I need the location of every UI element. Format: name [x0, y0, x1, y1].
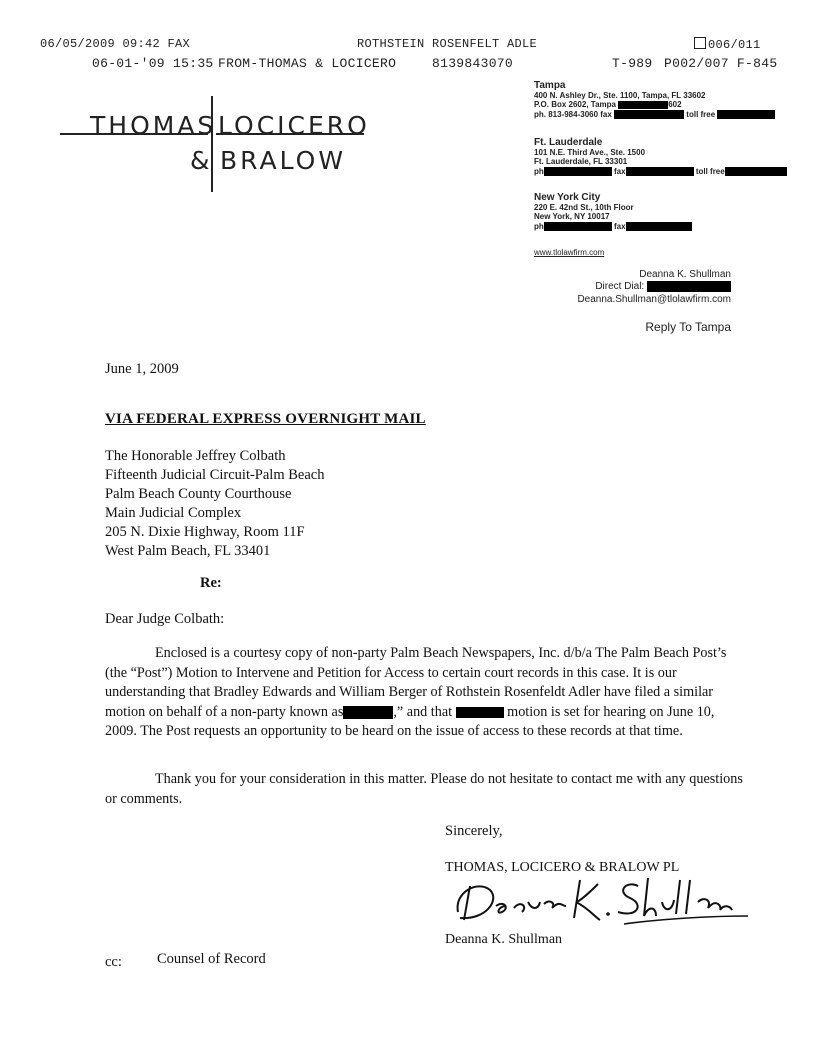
address-line: The Honorable Jeffrey Colbath [105, 448, 286, 464]
fax-datetime: 06/05/2009 09:42 FAX [40, 37, 191, 51]
logo-locicero: LOCICERO [218, 111, 370, 140]
re-line: Re: [200, 575, 222, 591]
office-ftl-line3: ph fax toll free [534, 167, 787, 177]
office-tampa [534, 81, 775, 119]
fax-icon [694, 37, 706, 49]
body-paragraph-2: Thank you for your consideration in this matter. Please do not hesitate to contact me with any questions or comments. [105, 771, 743, 807]
redaction [725, 167, 787, 176]
signer-name: Deanna K. Shullman [445, 932, 563, 947]
fax-line2-phone: 8139843070 [432, 56, 514, 71]
office-ny-name: New York City [534, 192, 601, 203]
reply-to: Reply To Tampa [645, 320, 731, 334]
redaction [544, 222, 612, 231]
redaction [614, 110, 684, 119]
fax-sender: ROTHSTEIN ROSENFELT ADLE [357, 37, 538, 51]
cc-label: cc: [105, 954, 122, 970]
office-ftl-name: Ft. Lauderdale [534, 137, 603, 148]
direct-dial: Direct Dial: [560, 281, 731, 292]
fax-line2-from: FROM-THOMAS & LOCICERO [218, 56, 397, 71]
letter-date: June 1, 2009 [105, 361, 179, 377]
fax-line2-datetime: 06-01-'09 15:35 [92, 56, 214, 71]
salutation: Dear Judge Colbath: [105, 611, 225, 627]
redaction [456, 707, 504, 718]
office-ft-lauderdale [534, 138, 787, 176]
redaction [626, 167, 694, 176]
address-line: Fifteenth Judicial Circuit-Palm Beach [105, 467, 325, 483]
redaction [717, 110, 775, 119]
address-line: Palm Beach County Courthouse [105, 486, 292, 502]
office-ny-line1: 220 E. 42nd St., 10th Floor [534, 202, 634, 212]
office-ftl-line2: Ft. Lauderdale, FL 33301 [534, 157, 628, 166]
office-tampa-line3: ph. 813-984-3060 fax toll free [534, 110, 775, 120]
firm-name: THOMAS, LOCICERO & BRALOW PL [445, 860, 680, 875]
fax-page-number: 006/011 [708, 38, 761, 52]
firm-website[interactable]: www.tlolawfirm.com [534, 248, 605, 257]
office-ftl-line1: 101 N.E. Third Ave., Ste. 1500 [534, 147, 646, 157]
logo-bralow: BRALOW [220, 146, 347, 175]
logo-thomas: THOMAS [90, 111, 217, 140]
address-line: 205 N. Dixie Highway, Room 11F [105, 524, 305, 540]
redaction [647, 281, 731, 292]
recipient-address [105, 447, 324, 561]
fax-page [694, 37, 761, 52]
body-paragraph-1: Enclosed is a courtesy copy of non-party Palm Beach Newspapers, Inc. d/b/a The Palm Beach Post’s (the “Post”) Motion to Intervene and Petition for Access to certain court records in this case. It is our understanding that Bradley Edwards and William Berger of Rothstein Rosenfeldt Adler have filed a similar motion on behalf of a non-party known as ,” and that motion is set for hearing on June 10, 2009. The Post requests an opportunity to be heard on the issue of access to these records at that time. [105, 645, 727, 739]
office-tampa-name: Tampa [534, 80, 566, 91]
contact-name: Deanna K. Shullman [639, 269, 731, 280]
office-tampa-line2: P.O. Box 2602, Tampa 602 [534, 100, 682, 109]
redaction [343, 706, 393, 719]
closing: Sincerely, [445, 823, 503, 839]
redaction [626, 222, 692, 231]
handwritten-signature [448, 872, 758, 934]
redaction [544, 167, 612, 176]
office-tampa-line1: 400 N. Ashley Dr., Ste. 1100, Tampa, FL 33602 [534, 90, 706, 100]
office-new-york [534, 193, 692, 231]
office-ny-line2: New York, NY 10017 [534, 212, 610, 221]
office-ny-line3: ph fax [534, 222, 692, 232]
cc-value: Counsel of Record [157, 951, 266, 967]
fax-line2-pages: P002/007 F-845 [664, 56, 778, 71]
address-line: West Palm Beach, FL 33401 [105, 543, 271, 559]
address-line: Main Judicial Complex [105, 505, 242, 521]
fax-line2-code: T-989 [612, 56, 653, 71]
contact-email[interactable]: Deanna.Shullman@tlolawfirm.com [577, 294, 731, 305]
logo-ampersand: & [190, 146, 213, 175]
redaction [618, 101, 668, 109]
delivery-method: VIA FEDERAL EXPRESS OVERNIGHT MAIL [105, 411, 426, 427]
